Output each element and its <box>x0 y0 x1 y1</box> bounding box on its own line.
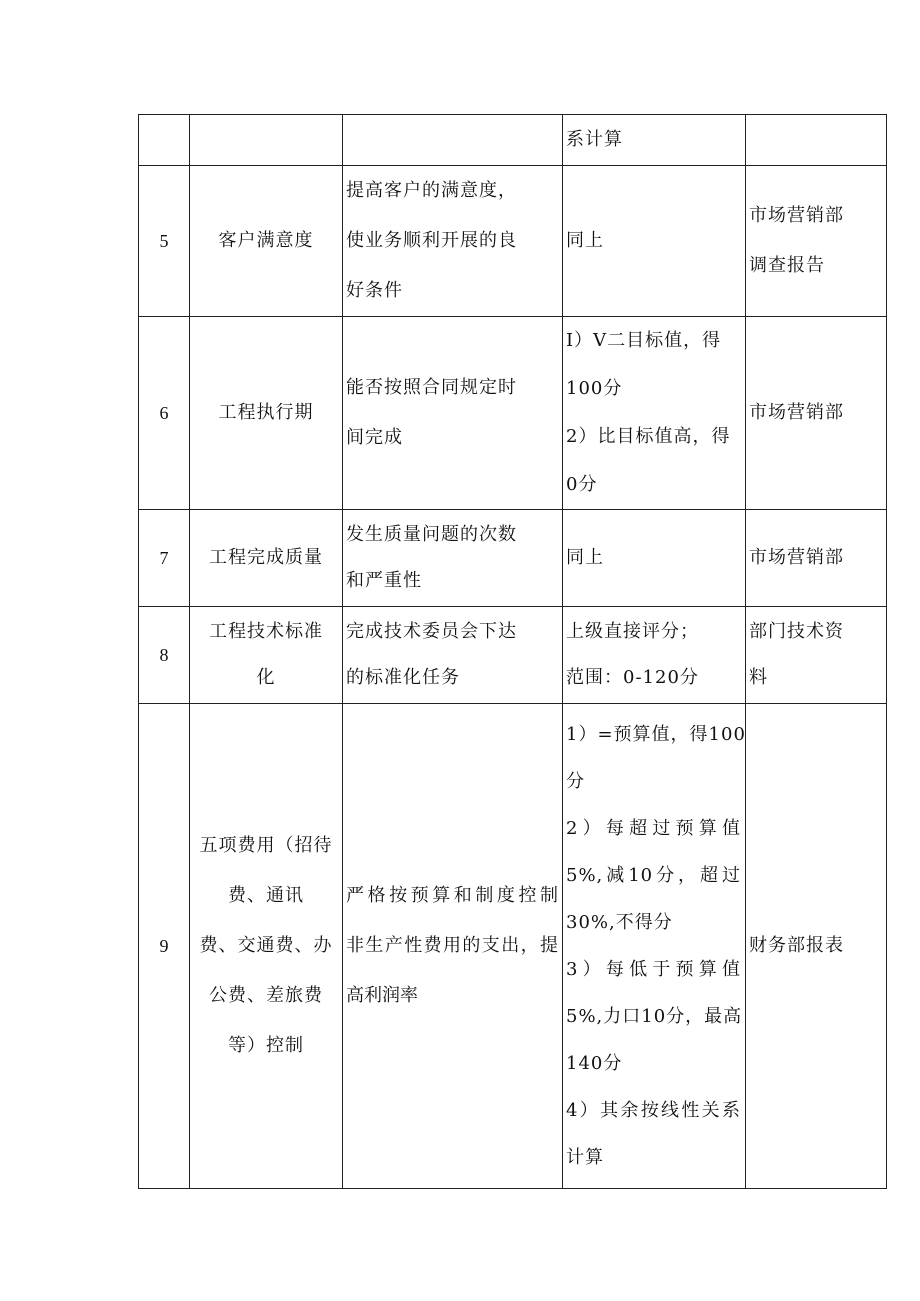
definition-cell <box>343 166 563 317</box>
table-row <box>139 510 887 607</box>
indicator-line: 公费、差旅费 <box>209 985 323 1006</box>
indicator-cell <box>190 166 343 317</box>
row-number-cell: 7 <box>139 510 190 607</box>
table-row <box>139 115 887 166</box>
definition-line: 严格按预算和制度控制 <box>346 885 558 906</box>
definition-cell <box>343 115 563 166</box>
source-line: 市场营销部 <box>749 547 844 568</box>
scoring-line: 30%,不得分 <box>566 912 673 933</box>
source-cell <box>746 115 887 166</box>
indicator-line: 工程执行期 <box>218 402 314 423</box>
kpi-table <box>138 114 887 1189</box>
indicator-line: 五项费用（招待 <box>199 835 333 856</box>
source-line: 市场营销部 <box>749 205 844 226</box>
row-number-cell: 9 <box>139 704 190 1189</box>
indicator-line: 工程技术标准 <box>209 621 323 642</box>
scoring-cell <box>563 317 746 510</box>
source-cell <box>746 607 887 704</box>
row-number-cell: 8 <box>139 607 190 704</box>
indicator-line: 等）控制 <box>228 1035 304 1056</box>
definition-line: 的标准化任务 <box>346 667 460 688</box>
definition-line: 好条件 <box>346 280 403 301</box>
scoring-line: 计算 <box>566 1147 604 1168</box>
scoring-line: 140分 <box>566 1053 623 1074</box>
indicator-line: 化 <box>256 667 276 688</box>
source-cell <box>746 317 887 510</box>
scoring-line: 同上 <box>566 547 604 568</box>
scoring-line: 0分 <box>566 474 598 495</box>
scoring-line: 5%,力口10分，最高 <box>566 1006 743 1027</box>
definition-cell <box>343 704 563 1189</box>
table-row <box>139 704 887 1189</box>
table-row <box>139 166 887 317</box>
source-cell <box>746 704 887 1189</box>
indicator-cell <box>190 510 343 607</box>
definition-line: 非生产性费用的支出，提 <box>346 935 558 956</box>
definition-cell <box>343 317 563 510</box>
definition-line: 发生质量问题的次数 <box>346 524 517 545</box>
source-line: 部门技术资 <box>749 621 844 642</box>
scoring-line: I）V二目标值，得 <box>566 330 722 351</box>
scoring-line: 上级直接评分； <box>566 621 699 642</box>
row-number-cell: 5 <box>139 166 190 317</box>
scoring-line: 系计算 <box>566 129 623 150</box>
scoring-line: 2）比目标值高，得 <box>566 426 731 447</box>
indicator-cell <box>190 115 343 166</box>
source-line: 调查报告 <box>749 255 825 276</box>
scoring-line: 范围：0-120分 <box>566 667 699 688</box>
indicator-line: 工程完成质量 <box>209 547 323 568</box>
definition-line: 和严重性 <box>346 570 422 591</box>
source-line: 财务部报表 <box>749 935 844 956</box>
scoring-line: 5%,减10分，超过 <box>566 865 741 886</box>
definition-line: 完成技术委员会下达 <box>346 621 517 642</box>
definition-line: 能否按照合同规定时 <box>346 377 517 398</box>
scoring-cell <box>563 166 746 317</box>
scoring-cell <box>563 607 746 704</box>
scoring-cell <box>563 115 746 166</box>
definition-line: 高利润率 <box>346 985 418 1006</box>
definition-cell <box>343 510 563 607</box>
indicator-cell <box>190 704 343 1189</box>
scoring-line: 3）每低于预算值 <box>566 959 741 980</box>
indicator-line: 费、通讯 <box>228 885 304 906</box>
source-cell <box>746 166 887 317</box>
scoring-line: 4）其余按线性关系 <box>566 1100 741 1121</box>
definition-line: 间完成 <box>346 427 403 448</box>
scoring-line: 2）每超过预算值 <box>566 818 741 839</box>
indicator-line: 客户满意度 <box>218 230 314 251</box>
row-number-cell: 6 <box>139 317 190 510</box>
scoring-line: 分 <box>566 771 585 792</box>
definition-cell <box>343 607 563 704</box>
indicator-cell <box>190 317 343 510</box>
indicator-cell <box>190 607 343 704</box>
scoring-line: 100分 <box>566 378 623 399</box>
source-line: 料 <box>749 667 768 688</box>
row-number-cell <box>139 115 190 166</box>
indicator-line: 费、交通费、办 <box>199 935 333 956</box>
table-row <box>139 607 887 704</box>
definition-line: 使业务顺利开展的良 <box>346 230 517 251</box>
definition-line: 提高客户的满意度， <box>346 180 517 201</box>
source-cell <box>746 510 887 607</box>
scoring-cell <box>563 704 746 1189</box>
scoring-cell <box>563 510 746 607</box>
table-row <box>139 317 887 510</box>
scoring-line: 同上 <box>566 230 604 251</box>
source-line: 市场营销部 <box>749 402 844 423</box>
scoring-line: 1）=预算值，得100 <box>566 724 746 745</box>
